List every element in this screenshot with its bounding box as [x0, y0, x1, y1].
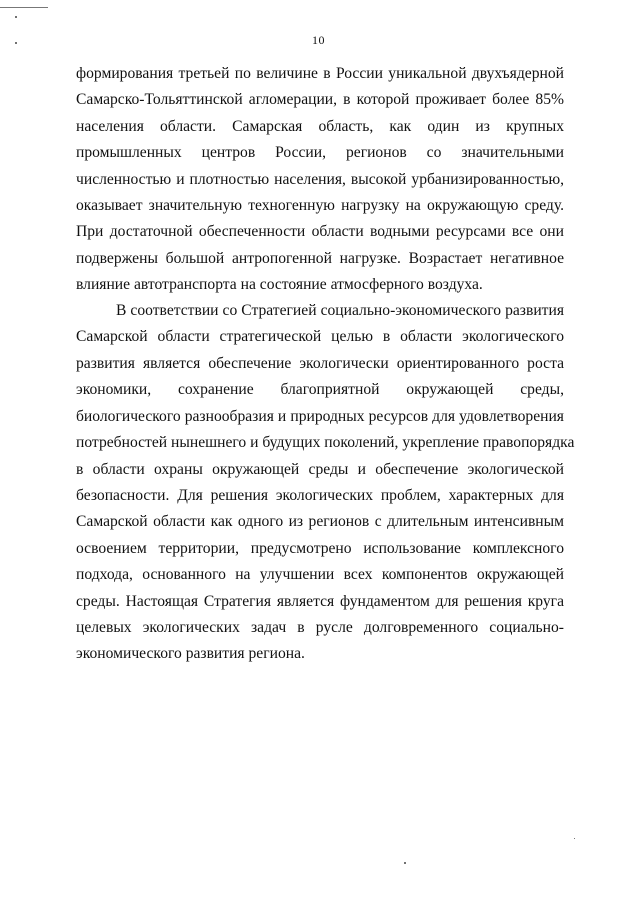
text-line: При достаточной обеспеченности области водными ресурсами все они [76, 223, 564, 240]
scan-speck [404, 862, 406, 864]
text-line: Самарско-Тольяттинской агломерации, в которой проживает более 85% [76, 91, 564, 108]
text-line: оказывает значительную техногенную нагрузку на окружающую среду. [76, 197, 564, 214]
text-line: в области охраны окружающей среды и обеспечение экологической [76, 461, 564, 478]
text-line: Самарской области как одного из регионов с длительным интенсивным [76, 513, 564, 530]
text-line: численностью и плотностью населения, высокой урбанизированностью, [76, 171, 564, 188]
text-line: экономического развития региона. [76, 645, 305, 662]
text-line: биологического разнообразия и природных ресурсов для удовлетворения [76, 408, 564, 425]
scan-speck [15, 16, 17, 18]
text-line: подхода, основанного на улучшении всех компонентов окружающей [76, 566, 564, 583]
text-line: В соответствии со Стратегией социально-экономического развития [116, 302, 564, 319]
text-line: влияние автотранспорта на состояние атмосферного воздуха. [76, 276, 483, 293]
text-line: целевых экологических задач в русле долговременного социально- [76, 619, 564, 636]
text-line: развития является обеспечение экологически ориентированного роста [76, 355, 564, 372]
text-line: освоением территории, предусмотрено использование комплексного [76, 540, 564, 557]
text-line: формирования третьей по величине в России уникальной двухъядерной [76, 65, 564, 82]
text-line: населения области. Самарская область, как один из крупных [76, 118, 564, 135]
text-line: промышленных центров России, регионов со значительными [76, 144, 564, 161]
text-line: безопасности. Для решения экологических проблем, характерных для [76, 487, 564, 504]
text-line: потребностей нынешнего и будущих поколений, укрепление правопорядка [76, 434, 575, 451]
page-number: 10 [312, 33, 325, 47]
text-line: среды. Настоящая Стратегия является фундаментом для решения круга [76, 593, 564, 610]
text-line: Самарской области стратегической целью в области экологического [76, 328, 564, 345]
text-line: подвержены большой антропогенной нагрузке. Возрастает негативное [76, 250, 564, 267]
text-line: экономики, сохранение благоприятной окружающей среды, [76, 381, 564, 398]
scan-speck [574, 838, 575, 839]
scan-edge-mark [0, 7, 48, 8]
